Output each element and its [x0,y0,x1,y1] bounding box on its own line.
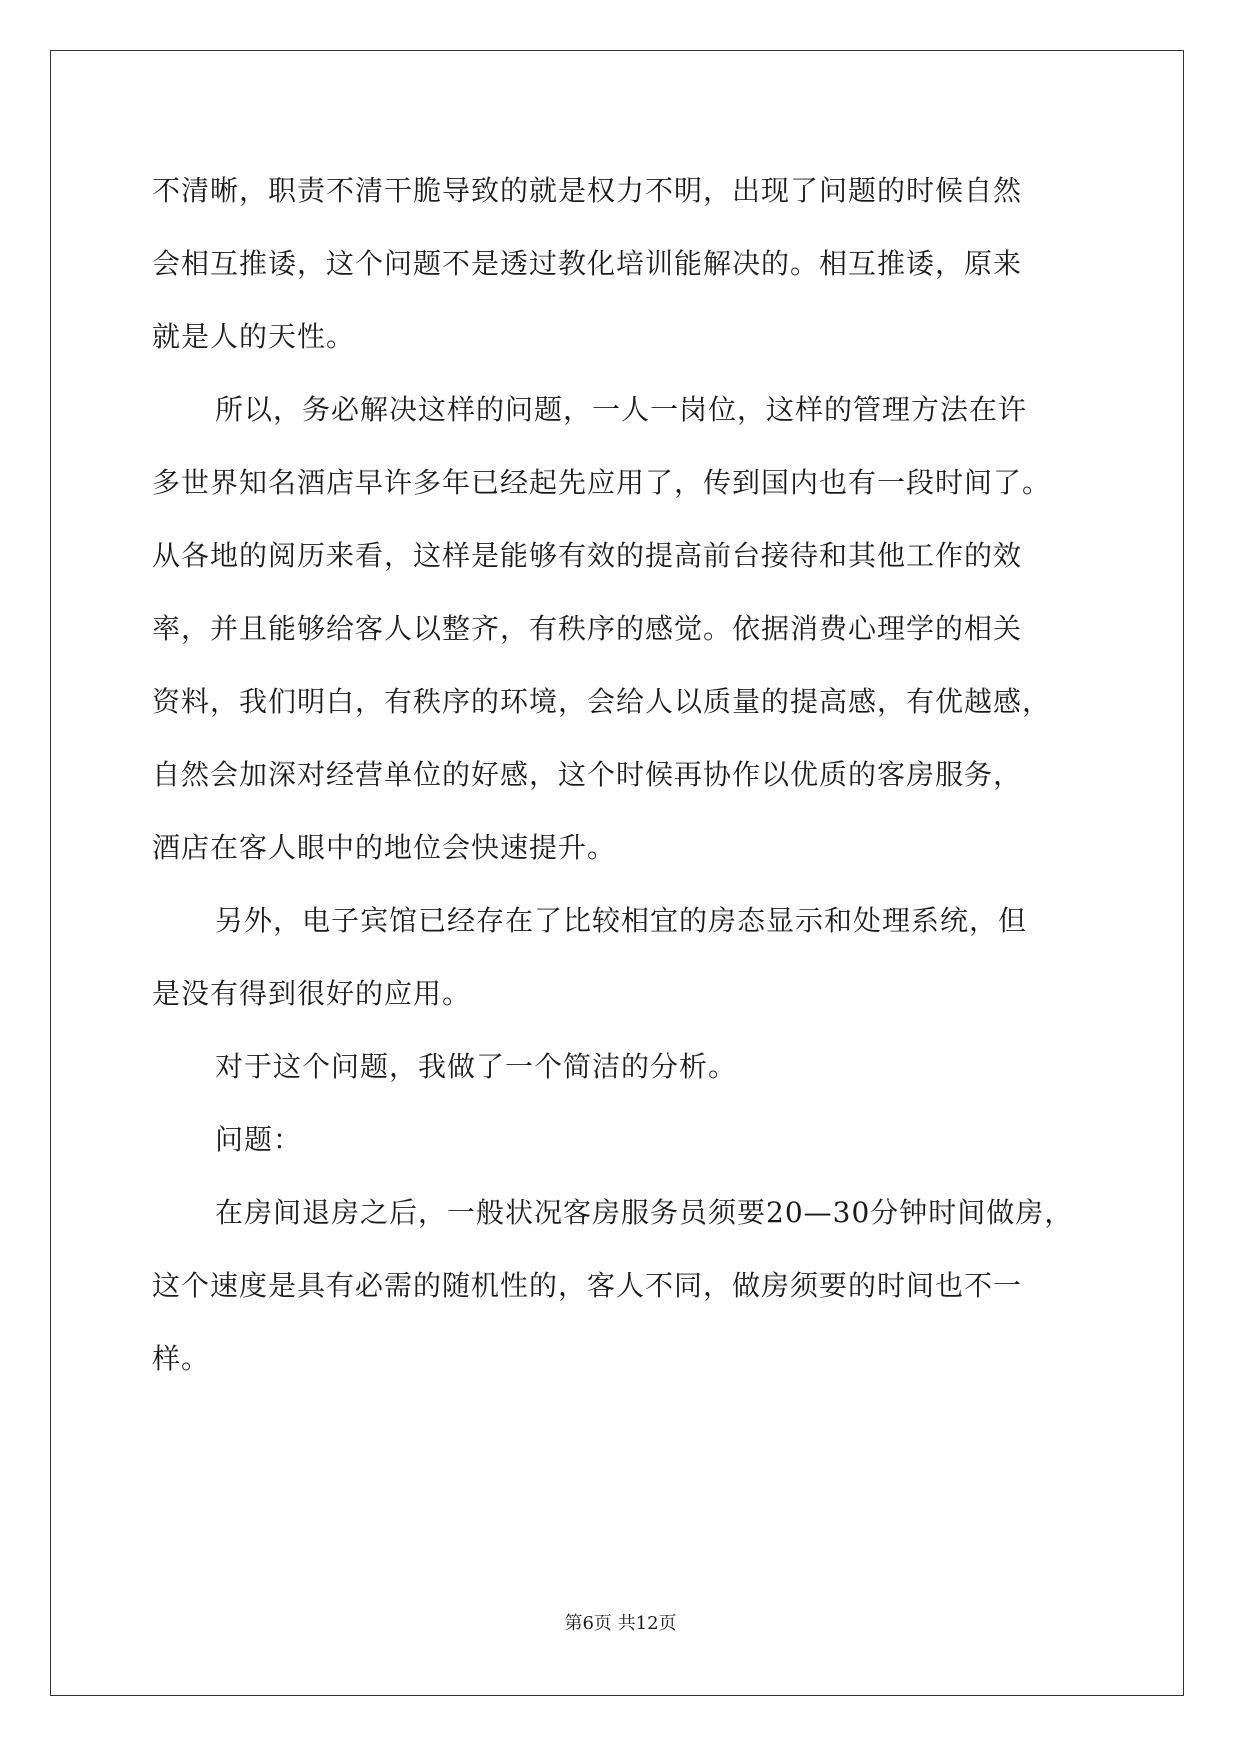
body-text-line: 不清晰，职责不清干脆导致的就是权力不明，出现了问题的时候自然 [152,174,1023,207]
body-text-line: 多世界知名酒店早许多年已经起先应用了，传到国内也有一段时间了。 [152,466,1052,499]
body-text-line: 样。 [152,1342,211,1375]
paragraph-first-line: 另外，电子宾馆已经存在了比较相宜的房态显示和处理系统，但 [215,904,1028,937]
paragraph-first-line: 问题： [215,1123,303,1156]
body-text-line: 就是人的天性。 [152,320,356,353]
page-border [50,50,1184,1696]
body-text-line: 从各地的阅历来看，这样是能够有效的提高前台接待和其他工作的效 [152,539,1023,572]
body-text-line: 酒店在客人眼中的地位会快速提升。 [152,831,617,864]
paragraph-first-line: 对于这个问题，我做了一个简洁的分析。 [215,1050,738,1083]
body-text-line: 这个速度是具有必需的随机性的，客人不同，做房须要的时间也不一 [152,1269,1023,1302]
body-text-line: 自然会加深对经营单位的好感，这个时候再协作以优质的客房服务， [152,758,1023,791]
body-text-line: 会相互推诿，这个问题不是透过教化培训能解决的。相互推诿，原来 [152,247,1023,280]
paragraph-first-line: 在房间退房之后，一般状况客房服务员须要20—30分钟时间做房， [215,1196,1074,1229]
paragraph-first-line: 所以，务必解决这样的问题，一人一岗位，这样的管理方法在许 [215,393,1028,426]
body-text-line: 率，并且能够给客人以整齐，有秩序的感觉。依据消费心理学的相关 [152,612,1023,645]
page-number-footer: 第6页 共12页 [564,1613,677,1634]
body-text-line: 是没有得到很好的应用。 [152,977,472,1010]
body-text-line: 资料，我们明白，有秩序的环境，会给人以质量的提高感，有优越感， [152,685,1052,718]
